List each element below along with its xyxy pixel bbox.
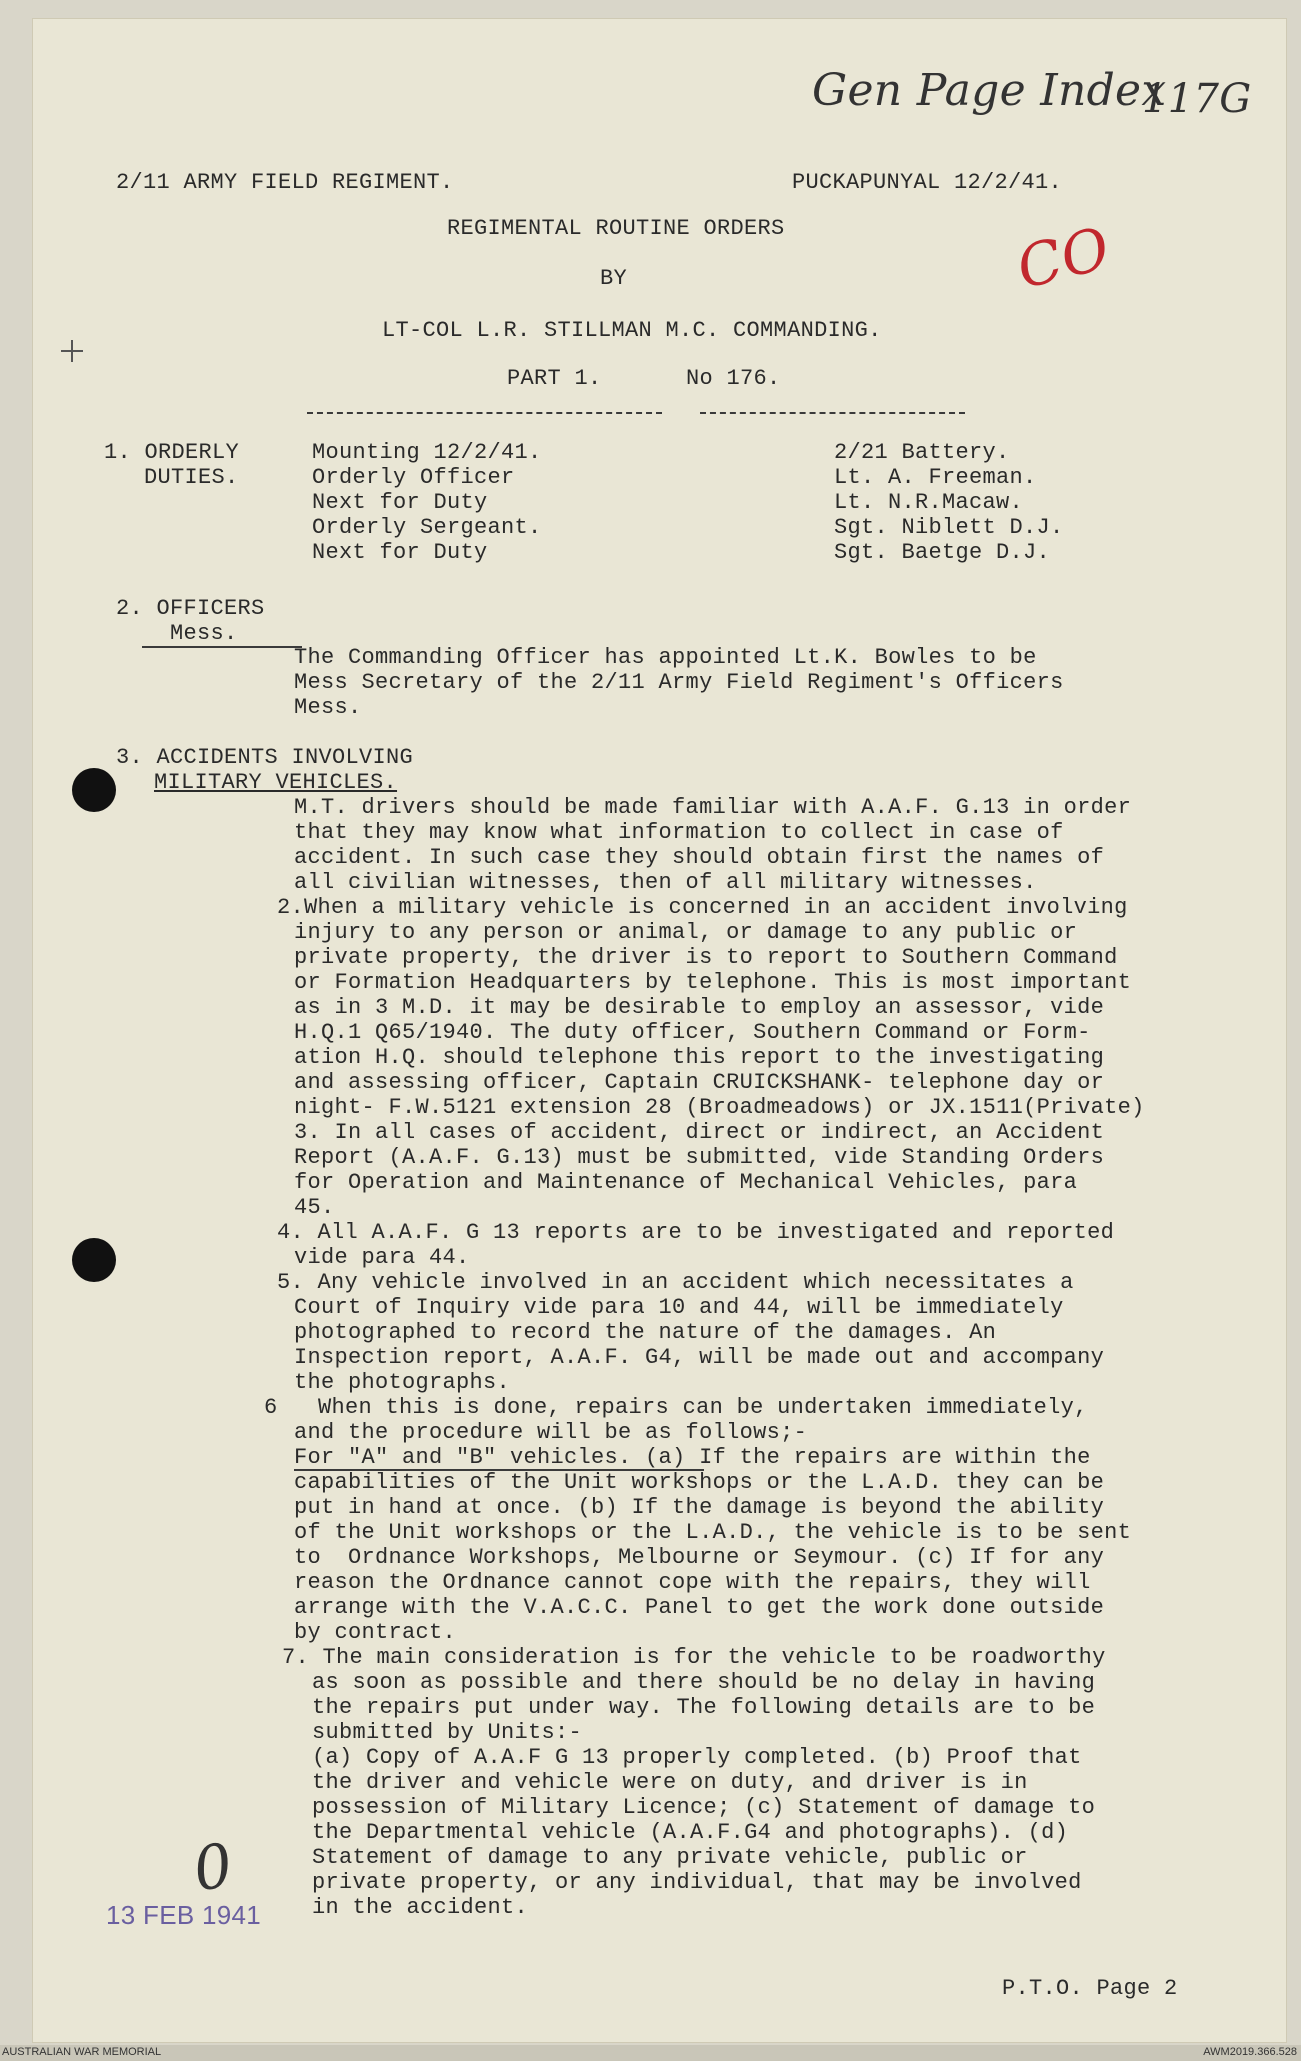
section3-p7-line-10: in the accident. (312, 1895, 529, 1920)
section3-p3-line-0: 3. In all cases of accident, direct or indirect, an Accident (294, 1120, 1105, 1145)
section3-heading-line1: 3. ACCIDENTS INVOLVING (116, 745, 414, 770)
section3-p2-line-1: injury to any person or animal, or damage to any public or (294, 920, 1078, 945)
handwritten-co-mark: CO (1010, 213, 1117, 303)
section3-p6-line-8: arrange with the V.A.C.C. Panel to get the work done outside (294, 1595, 1105, 1620)
section3-p5-line-2: photographed to record the nature of the damages. An (294, 1320, 997, 1345)
section3-p7-line-4: (a) Copy of A.A.F G 13 properly completed. (b) Proof that (312, 1745, 1082, 1770)
part-number: PART 1. (507, 366, 602, 391)
title-by: BY (600, 266, 628, 291)
archive-name: AUSTRALIAN WAR MEMORIAL (2, 2046, 162, 2058)
section2-heading-line2: Mess. (170, 621, 238, 646)
page-turn-note: P.T.O. Page 2 (1002, 1976, 1178, 2001)
section3-p6-line-5: of the Unit workshops or the L.A.D., the vehicle is to be sent (294, 1520, 1132, 1545)
section3-p7-line-9: private property, or any individual, that may be involved (312, 1870, 1082, 1895)
section3-p5-line-0: 5. Any vehicle involved in an accident which necessitates a (277, 1270, 1074, 1295)
section3-p1-line-2: accident. In such case they should obtain first the names of (294, 845, 1105, 870)
section3-p6-line-3: capabilities of the Unit workshops or the L.A.D. they can be (294, 1470, 1105, 1495)
archive-footer (0, 2045, 1301, 2061)
duty-value-0: 2/21 Battery. (834, 440, 1010, 465)
section3-p2-line-0: 2.When a military vehicle is concerned in an accident involving (277, 895, 1128, 920)
section3-heading-line2: MILITARY VEHICLES. (154, 770, 398, 795)
section3-p2-line-7: and assessing officer, Captain CRUICKSHANK- telephone day or (294, 1070, 1105, 1095)
section3-p5-line-3: Inspection report, A.A.F. G4, will be made out and accompany (294, 1345, 1105, 1370)
handwritten-tick-mark: 0 (188, 1830, 239, 1906)
section2-line-0: The Commanding Officer has appointed Lt.K. Bowles to be (294, 645, 1037, 670)
section3-p2-line-3: or Formation Headquarters by telephone. This is most important (294, 970, 1132, 995)
header-rule-left (307, 412, 662, 414)
section2-heading-rule (142, 646, 302, 648)
duty-value-2: Lt. N.R.Macaw. (834, 490, 1024, 515)
section3-p1-line-3: all civilian witnesses, then of all military witnesses. (294, 870, 1037, 895)
section3-p7-line-6: possession of Military Licence; (c) Statement of damage to (312, 1795, 1096, 1820)
duty-value-1: Lt. A. Freeman. (834, 465, 1037, 490)
section3-p7-line-7: the Departmental vehicle (A.A.F.G4 and photographs). (d) (312, 1820, 1069, 1845)
section3-p5-line-4: the photographs. (294, 1370, 511, 1395)
archive-reference: AWM2019.366.528 (1203, 2046, 1297, 2058)
duty-label-2: Next for Duty (312, 490, 488, 515)
section3-p2-line-8: night- F.W.5121 extension 28 (Broadmeadows) or JX.1511(Private) (294, 1095, 1145, 1120)
duty-label-4: Next for Duty (312, 540, 488, 565)
duty-label-0: Mounting 12/2/41. (312, 440, 542, 465)
place-date: PUCKAPUNYAL 12/2/41. (792, 170, 1063, 195)
section3-p2-line-2: private property, the driver is to report to Southern Command (294, 945, 1118, 970)
order-number: No 176. (686, 366, 781, 391)
pin-hole-mark (61, 340, 83, 362)
section2-line-1: Mess Secretary of the 2/11 Army Field Regiment's Officers (294, 670, 1064, 695)
section3-p5-line-1: Court of Inquiry vide para 10 and 44, will be immediately (294, 1295, 1064, 1320)
section3-p4-line-0: 4. All A.A.F. G 13 reports are to be investigated and reported (277, 1220, 1115, 1245)
duty-value-3: Sgt. Niblett D.J. (834, 515, 1064, 540)
section3-p6-line-9: by contract. (294, 1620, 457, 1645)
section2-heading-line1: 2. OFFICERS (116, 596, 265, 621)
duty-value-4: Sgt. Baetge D.J. (834, 540, 1051, 565)
section3-p6-line-1: and the procedure will be as follows;- (294, 1420, 808, 1445)
section3-p3-line-3: 45. (294, 1195, 335, 1220)
section3-p6-line-2: For "A" and "B" vehicles. (a) If the repairs are within the (294, 1445, 1091, 1470)
section3-p2-line-6: ation H.Q. should telephone this report to the investigating (294, 1045, 1105, 1070)
section3-p7-line-1: as soon as possible and there should be no delay in having (312, 1670, 1096, 1695)
commanding-officer-line: LT-COL L.R. STILLMAN M.C. COMMANDING. (382, 318, 882, 343)
binder-hole-top (72, 768, 116, 812)
section3-p2-line-5: H.Q.1 Q65/1940. The duty officer, Southern Command or Form- (294, 1020, 1091, 1045)
section3-p7-line-8: Statement of damage to any private vehicle, public or (312, 1845, 1028, 1870)
binder-hole-bottom (72, 1238, 116, 1282)
header-rule-right (700, 412, 965, 414)
section3-p7-line-2: the repairs put under way. The following details are to be (312, 1695, 1096, 1720)
duty-label-1: Orderly Officer (312, 465, 515, 490)
section3-p6-line-0: 6 When this is done, repairs can be undertaken immediately, (264, 1395, 1088, 1420)
section3-p7-line-5: the driver and vehicle were on duty, and driver is in (312, 1770, 1028, 1795)
section3-p3-line-1: Report (A.A.F. G.13) must be submitted, vide Standing Orders (294, 1145, 1105, 1170)
document-title: REGIMENTAL ROUTINE ORDERS (447, 216, 785, 241)
section2-line-2: Mess. (294, 695, 362, 720)
section1-heading-line2: DUTIES. (144, 465, 239, 490)
section1-heading-line1: 1. ORDERLY (104, 440, 240, 465)
section3-p7-line-0: 7. The main consideration is for the vehicle to be roadworthy (282, 1645, 1106, 1670)
section3-p6-line-6: to Ordnance Workshops, Melbourne or Seymour. (c) If for any (294, 1545, 1105, 1570)
section3-p7-line-3: submitted by Units:- (312, 1720, 583, 1745)
section3-p1-line-1: that they may know what information to collect in case of (294, 820, 1064, 845)
section3-p2-line-4: as in 3 M.D. it may be desirable to employ an assessor, vide (294, 995, 1105, 1020)
received-date-stamp: 13 FEB 1941 (106, 1900, 262, 1930)
document-sheet (32, 18, 1287, 2043)
duty-label-3: Orderly Sergeant. (312, 515, 542, 540)
section3-p6-line-7: reason the Ordnance cannot cope with the repairs, they will (294, 1570, 1091, 1595)
handwritten-reference: 117G (1142, 76, 1252, 122)
section3-p6-line-4: put in hand at once. (b) If the damage is beyond the ability (294, 1495, 1105, 1520)
unit-name: 2/11 ARMY FIELD REGIMENT. (116, 170, 454, 195)
section3-p4-line-1: vide para 44. (294, 1245, 470, 1270)
section3-p1-line-0: M.T. drivers should be made familiar with A.A.F. G.13 in order (294, 795, 1132, 820)
handwritten-index-note: Gen Page Index (812, 65, 1167, 116)
section3-p3-line-2: for Operation and Maintenance of Mechanical Vehicles, para (294, 1170, 1078, 1195)
